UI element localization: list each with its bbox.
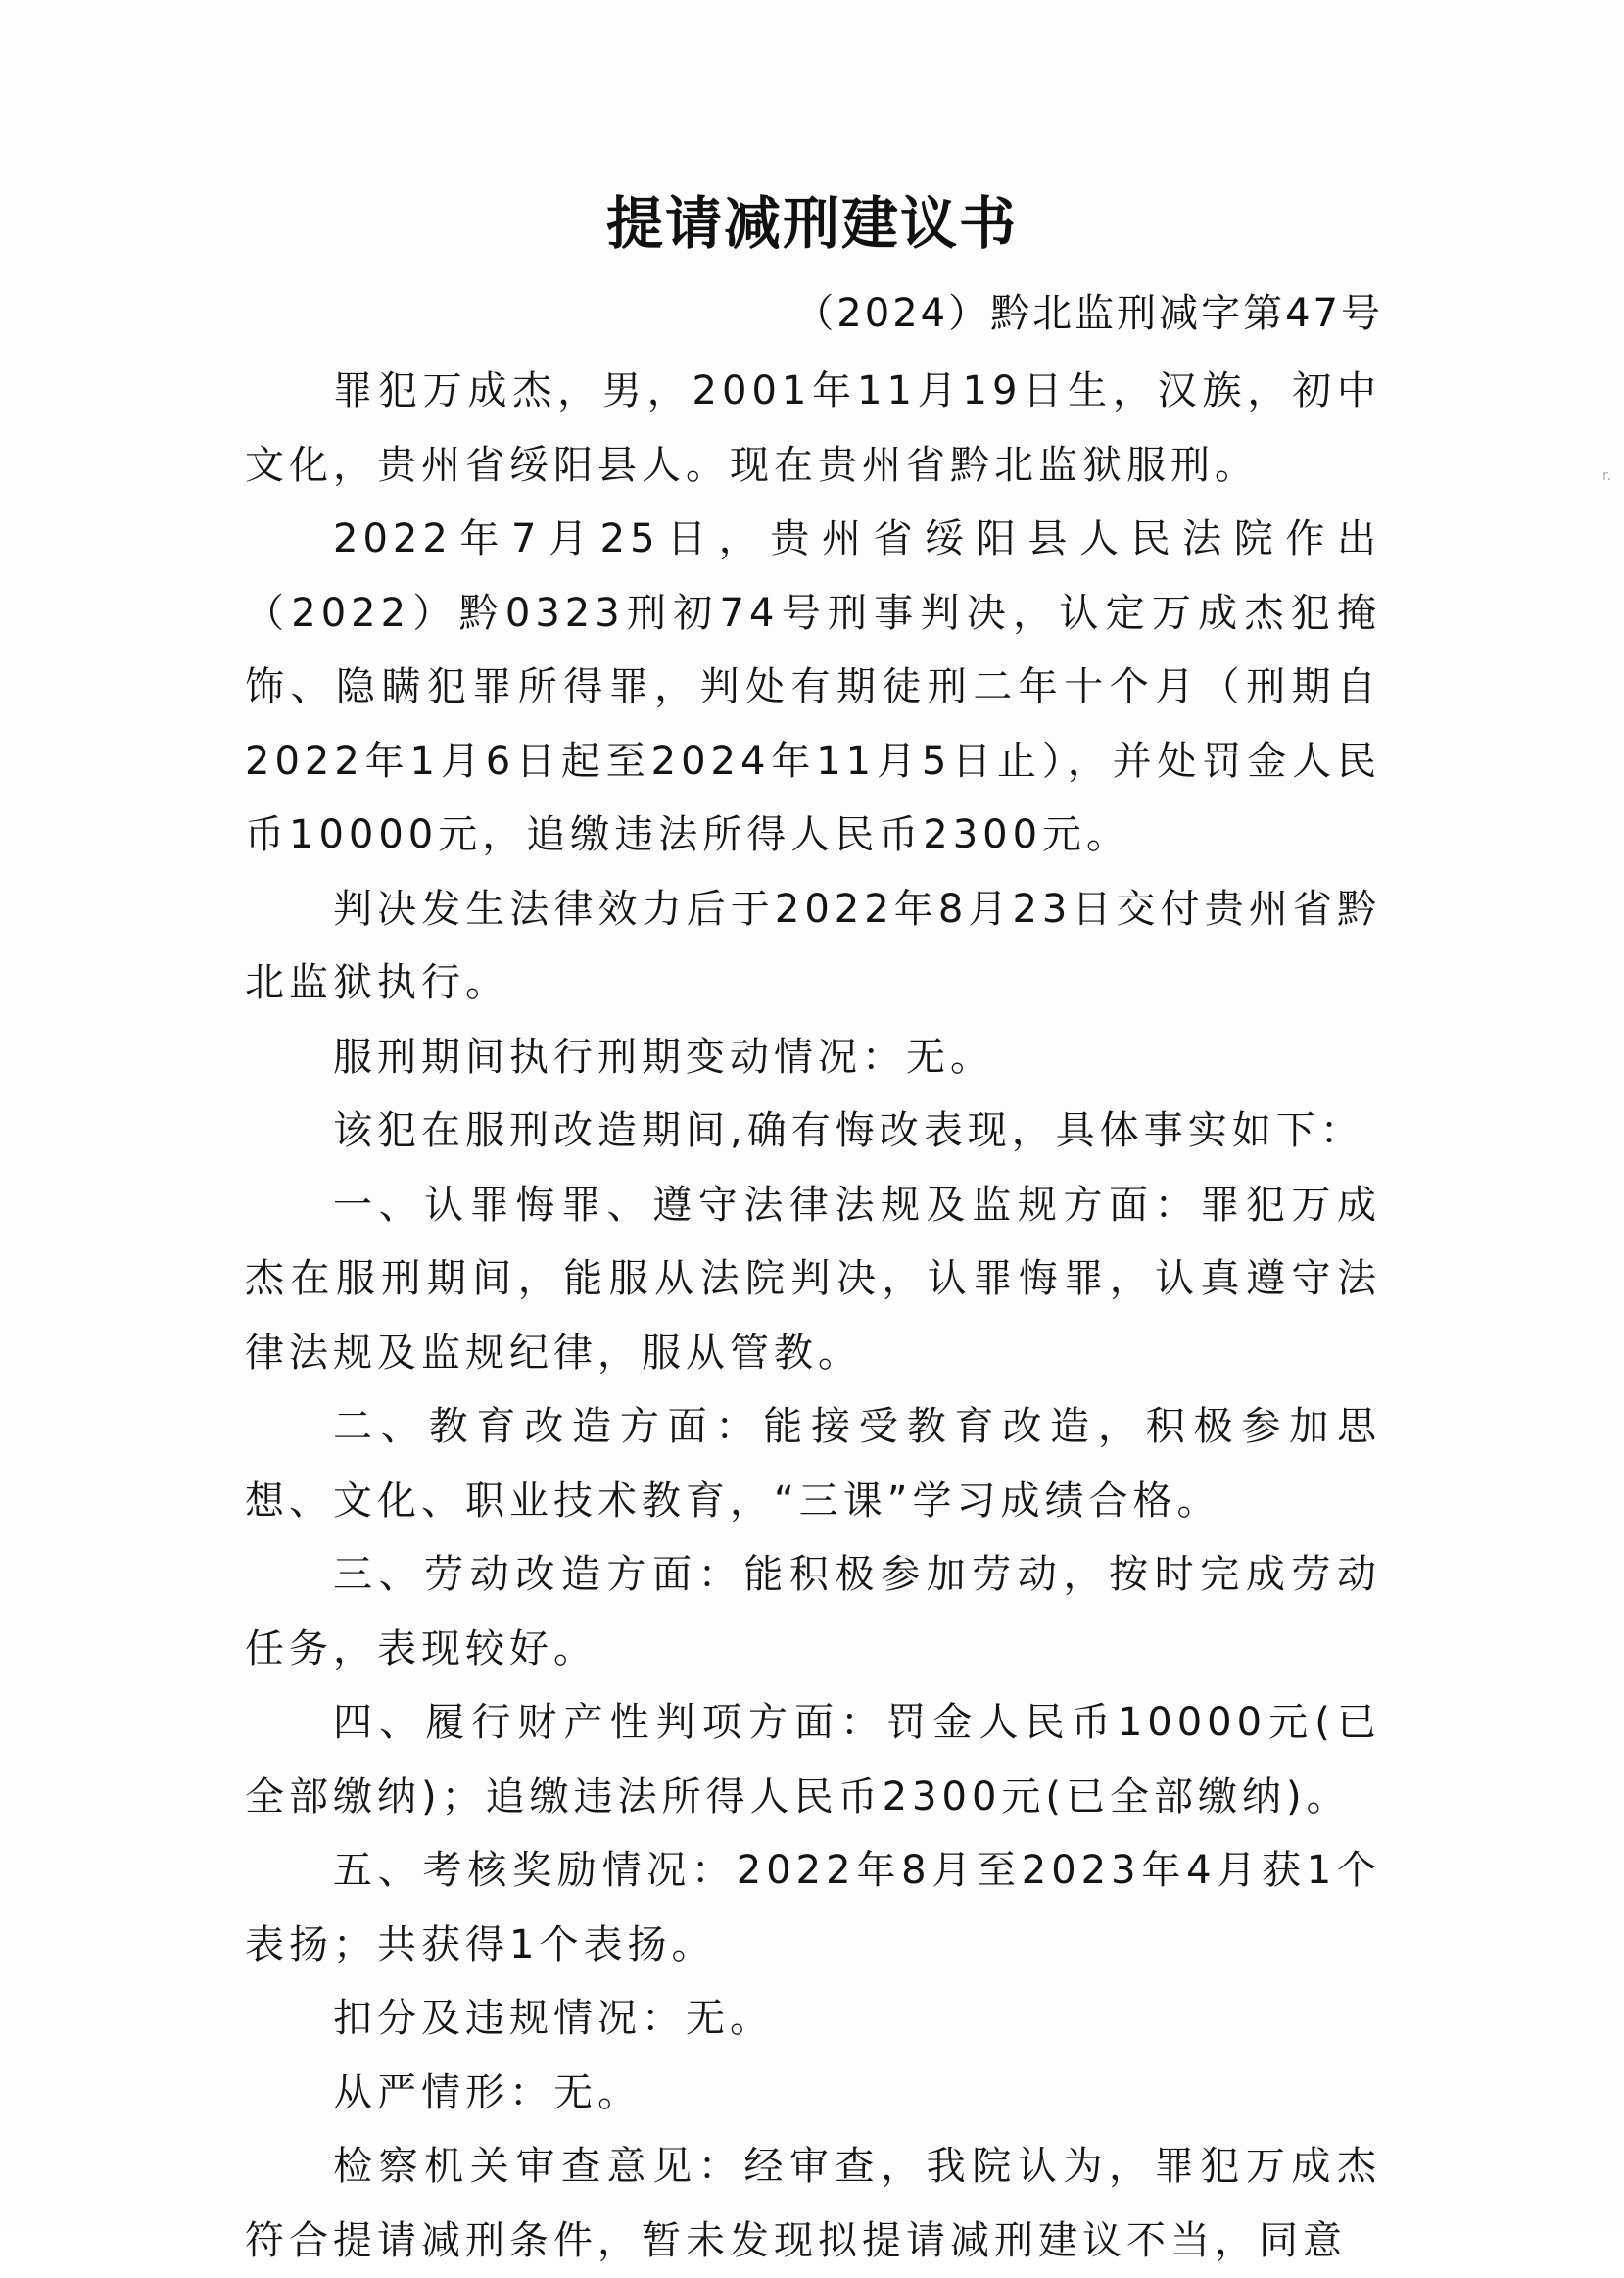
paragraph-sentence-change: 服刑期间执行刑期变动情况：无。 bbox=[333, 1034, 994, 1080]
paragraph-repentance-intro: 该犯在服刑改造期间,确有悔改表现，具体事实如下： bbox=[333, 1108, 1364, 1153]
paragraph-criminal-info: 罪犯万成杰，男，2001年11月19日生，汉族，初中文化，贵州省绥阳县人。现在贵州省黔北监狱服刑。 bbox=[245, 368, 1381, 488]
paragraph-item-1: 一、认罪悔罪、遵守法律法规及监规方面：罪犯万成杰在服刑期间，能服从法院判决，认罪悔罪，认真遵守法律法规及监规纪律，服从管教。 bbox=[245, 1182, 1381, 1376]
paragraph-judgment: 2022年7月25日，贵州省绥阳县人民法院作出（2022）黔0323刑初74号刑事判决，认定万成杰犯掩饰、隐瞒犯罪所得罪，判处有期徒刑二年十个月（刑期自2022年1月6日起至2024年11月5日止），并处罚金人民币10000元，追缴违法所得人民币2300元。 bbox=[245, 516, 1381, 857]
paragraph-delivery: 判决发生法律效力后于2022年8月23日交付贵州省黔北监狱执行。 bbox=[245, 886, 1381, 1005]
paragraph-deductions: 扣分及违规情况：无。 bbox=[333, 1996, 774, 2041]
document-number: （2024）黔北监刑减字第47号 bbox=[794, 291, 1383, 336]
paragraph-strict-circumstances: 从严情形：无。 bbox=[333, 2069, 642, 2115]
document-title: 提请减刑建议书 bbox=[605, 190, 1018, 257]
document-body bbox=[245, 355, 1381, 2278]
paragraph-item-2: 二、教育改造方面：能接受教育改造，积极参加思想、文化、职业技术教育，“三课”学习成绩合格。 bbox=[245, 1404, 1381, 1524]
paragraph-item-4: 四、履行财产性判项方面：罚金人民币10000元(已全部缴纳)；追缴违法所得人民币2300元(已全部缴纳)。 bbox=[245, 1700, 1381, 1819]
paragraph-procuratorate-opinion: 检察机关审查意见：经审查，我院认为，罪犯万成杰符合提请减刑条件，暂未发现拟提请减刑建议不当，同意 bbox=[245, 2144, 1381, 2263]
margin-mark: r. bbox=[1602, 468, 1611, 484]
paragraph-item-3: 三、劳动改造方面：能积极参加劳动，按时完成劳动任务，表现较好。 bbox=[245, 1552, 1381, 1672]
paragraph-item-5: 五、考核奖励情况：2022年8月至2023年4月获1个表扬；共获得1个表扬。 bbox=[245, 1848, 1381, 1967]
